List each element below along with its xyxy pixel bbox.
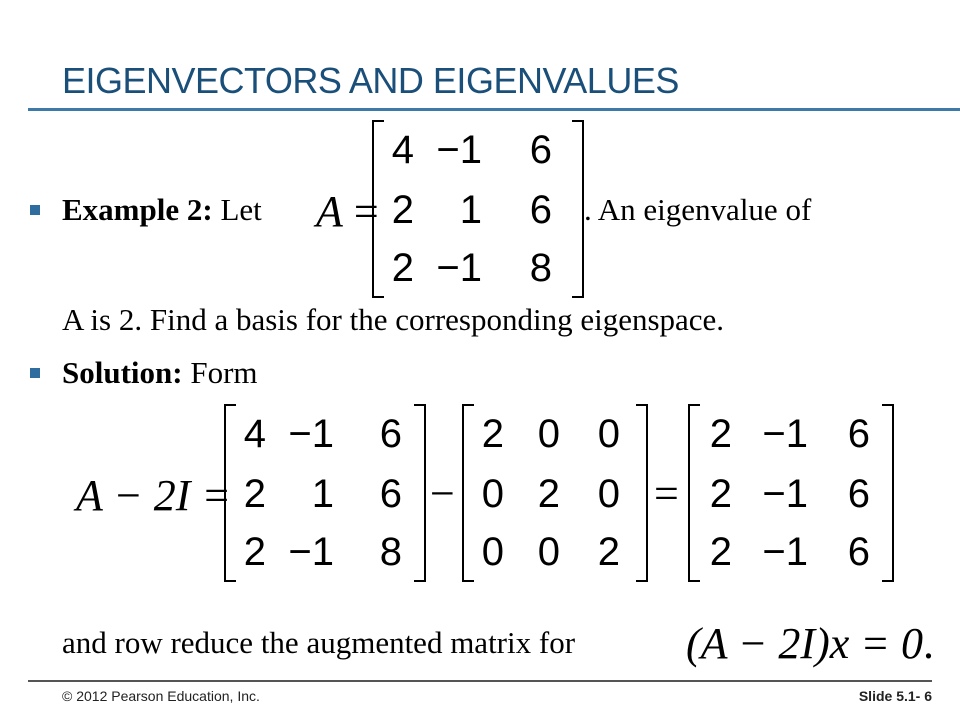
matrix-cell: 0 — [537, 412, 560, 456]
matrix-cell: −1 — [436, 246, 482, 290]
matrix-cell: 2 — [243, 472, 266, 516]
matrix-cell: 6 — [529, 128, 552, 172]
matrix-cell: 6 — [847, 530, 870, 574]
equals-sign: = — [654, 469, 679, 518]
bracket-right — [882, 404, 894, 582]
example-line2: A is 2. Find a basis for the corresponding eigenspace. — [62, 302, 725, 337]
footer-slide-number: Slide 5.1- 6 — [858, 688, 932, 704]
matrix-2 — [462, 404, 648, 582]
matrix-1 — [224, 404, 426, 582]
example-label: Example 2: — [62, 192, 213, 227]
matrix-cell: 2 — [537, 472, 560, 516]
title-divider — [28, 108, 960, 111]
matrix-cell: 1 — [459, 188, 482, 232]
matrix-cell: 4 — [391, 128, 414, 172]
matrix-cell: 2 — [481, 412, 504, 456]
matrix-a — [372, 120, 584, 298]
matrix-cell: 2 — [243, 530, 266, 574]
closing-text: and row reduce the augmented matrix for — [62, 625, 576, 660]
matrix-cell: 0 — [481, 472, 504, 516]
example-lead: Let — [220, 192, 262, 227]
matrix-cell: 1 — [311, 472, 334, 516]
equation-lhs: A − 2I = — [76, 471, 232, 520]
footer-copyright: © 2012 Pearson Education, Inc. — [62, 688, 260, 704]
example-matrix-name: A = — [316, 187, 379, 236]
matrix-cell: −1 — [436, 128, 482, 172]
matrix-cell: 6 — [379, 412, 402, 456]
matrix-cell: 2 — [597, 530, 620, 574]
matrix-cell: −1 — [762, 472, 808, 516]
matrix-3 — [688, 404, 894, 582]
bracket-right — [636, 404, 648, 582]
example-after: . An eigenvalue of — [584, 192, 812, 227]
matrix-cell: 2 — [709, 472, 732, 516]
solution-line — [62, 355, 258, 391]
slide-title: EIGENVECTORS AND EIGENVALUES — [62, 60, 679, 101]
closing-equation: (A − 2I)x = 0. — [686, 619, 934, 668]
matrix-cell: 4 — [243, 412, 266, 456]
solution-text: Form — [190, 355, 258, 390]
matrix-cell: 6 — [847, 472, 870, 516]
matrix-cell: 0 — [597, 472, 620, 516]
bracket-right — [572, 120, 584, 298]
example-line — [62, 192, 262, 228]
matrix-cell: 6 — [379, 472, 402, 516]
matrix-cell: 2 — [709, 412, 732, 456]
matrix-cell: −1 — [762, 412, 808, 456]
solution-label: Solution: — [62, 355, 183, 390]
footer-divider — [28, 680, 932, 682]
bullet-icon — [30, 205, 40, 215]
matrix-cell: 2 — [391, 188, 414, 232]
matrix-cell: 6 — [529, 188, 552, 232]
minus-sign: − — [430, 469, 455, 518]
matrix-cell: 6 — [847, 412, 870, 456]
matrix-cell: −1 — [288, 530, 334, 574]
matrix-cell: 0 — [481, 530, 504, 574]
bracket-right — [414, 404, 426, 582]
matrix-cell: 0 — [537, 530, 560, 574]
matrix-cell: −1 — [762, 530, 808, 574]
matrix-cell: 8 — [379, 530, 402, 574]
matrix-cell: −1 — [288, 412, 334, 456]
bullet-icon — [30, 368, 40, 378]
matrix-cell: 0 — [597, 412, 620, 456]
matrix-cell: 2 — [391, 246, 414, 290]
matrix-cell: 8 — [529, 246, 552, 290]
matrix-cell: 2 — [709, 530, 732, 574]
